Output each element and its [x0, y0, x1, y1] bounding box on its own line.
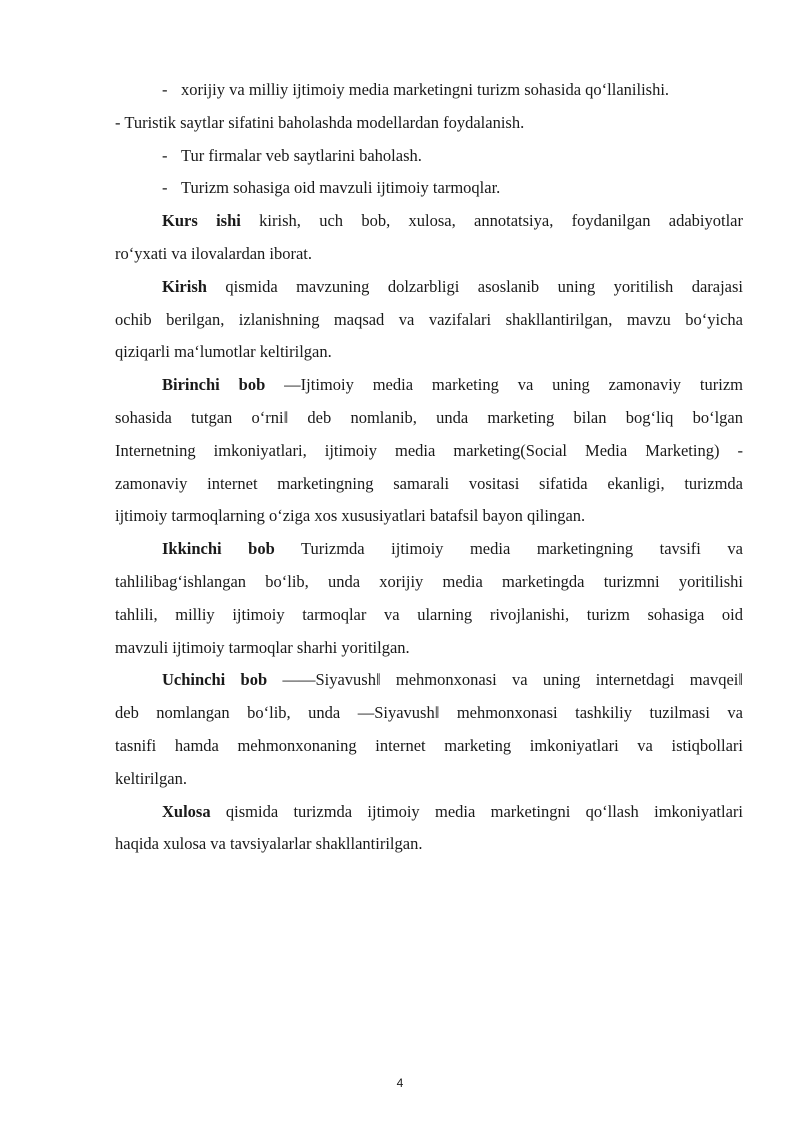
paragraph-text: Turizmda ijtimoiy media marketingning tavsifi va — [301, 539, 743, 559]
list-dash: - — [162, 178, 168, 198]
list-item-text: Tur firmalar veb saytlarini baholash. — [181, 145, 422, 165]
paragraph-text: sohasida tutgan o‘rni‖ deb nomlanib, unda marketing bilan bog‘liq bo‘lgan — [115, 407, 743, 427]
list-item-text: - Turistik saytlar sifatini baholashda modellardan foydalanish. — [115, 112, 525, 132]
paragraph-ikkinchi-bob — [115, 533, 743, 664]
paragraph-text: qismida mavzuning dolzarbligi asoslanib uning yoritilish darajasi — [225, 276, 743, 296]
paragraph-text: ―Ijtimoiy media marketing va uning zamonaviy turizm — [284, 375, 743, 395]
list-item-text: Turizm sohasiga oid mavzuli ijtimoiy tarmoqlar. — [181, 178, 501, 198]
paragraph-text: haqida xulosa va tavsiyalarlar shakllantirilgan. — [115, 834, 423, 854]
list-item — [115, 107, 743, 140]
paragraph-uchinchi-bob — [115, 664, 743, 795]
paragraph-text: deb nomlangan bo‘lib, unda ―Siyavush‖ mehmonxonasi tashkiliy tuzilmasi va — [115, 703, 743, 723]
paragraph-lead: Kurs ishi — [162, 211, 241, 231]
paragraph-text: qismida turizmda ijtimoiy media marketingni qo‘llash imkoniyatlari — [225, 801, 744, 821]
paragraph-text: zamonaviy internet marketingning samarali vositasi sifatida ekanligi, turizmda — [115, 473, 743, 493]
paragraph-text: keltirilgan. — [115, 768, 187, 788]
page-body — [115, 74, 743, 861]
page-number: 4 — [396, 1076, 404, 1090]
paragraph-text: ochib berilgan, izlanishning maqsad va vazifalari shakllantirilgan, mavzu bo‘yicha — [115, 309, 743, 329]
paragraph-text: mavzuli ijtimoiy tarmoqlar sharhi yoritilgan. — [115, 637, 410, 657]
paragraph-lead: Uchinchi bob — [162, 670, 268, 690]
list-dash: - — [162, 145, 168, 165]
paragraph-lead: Birinchi bob — [162, 375, 266, 395]
paragraph-lead: Kirish — [162, 276, 207, 296]
paragraph-lead: Ikkinchi bob — [162, 539, 275, 559]
paragraph-text: kirish, uch bob, xulosa, annotatsiya, foydanilgan adabiyotlar — [259, 211, 743, 231]
paragraph-text: ijtimoiy tarmoqlarning o‘ziga xos xususiyatlari batafsil bayon qilingan. — [115, 506, 586, 526]
list-item — [115, 172, 743, 205]
paragraph-kurs-ishi — [115, 205, 743, 271]
paragraph-kirish — [115, 271, 743, 369]
list-dash: - — [162, 80, 168, 99]
list-item — [115, 140, 743, 173]
paragraph-lead: Xulosa — [162, 801, 211, 821]
list-item — [115, 74, 743, 107]
paragraph-birinchi-bob — [115, 369, 743, 533]
paragraph-text: Internetning imkoniyatlari, ijtimoiy media marketing(Social Media Marketing) - — [115, 440, 743, 460]
paragraph-text: ――Siyavush‖ mehmonxonasi va uning internetdagi mavqei‖ — [282, 670, 743, 690]
paragraph-xulosa — [115, 796, 743, 862]
list-item-text: xorijiy va milliy ijtimoiy media marketingni turizm sohasida qo‘llanilishi. — [181, 80, 670, 99]
paragraph-text: qiziqarli ma‘lumotlar keltirilgan. — [115, 342, 332, 362]
paragraph-text: tahlili, milliy ijtimoiy tarmoqlar va ularning rivojlanishi, turizm sohasiga oid — [115, 604, 743, 624]
paragraph-text: tahlilibag‘ishlangan bo‘lib, unda xorijiy media marketingda turizmni yoritilishi — [115, 571, 743, 591]
paragraph-text: tasnifi hamda mehmonxonaning internet marketing imkoniyatlari va istiqbollari — [115, 735, 743, 755]
paragraph-text: ro‘yxati va ilovalardan iborat. — [115, 243, 313, 263]
